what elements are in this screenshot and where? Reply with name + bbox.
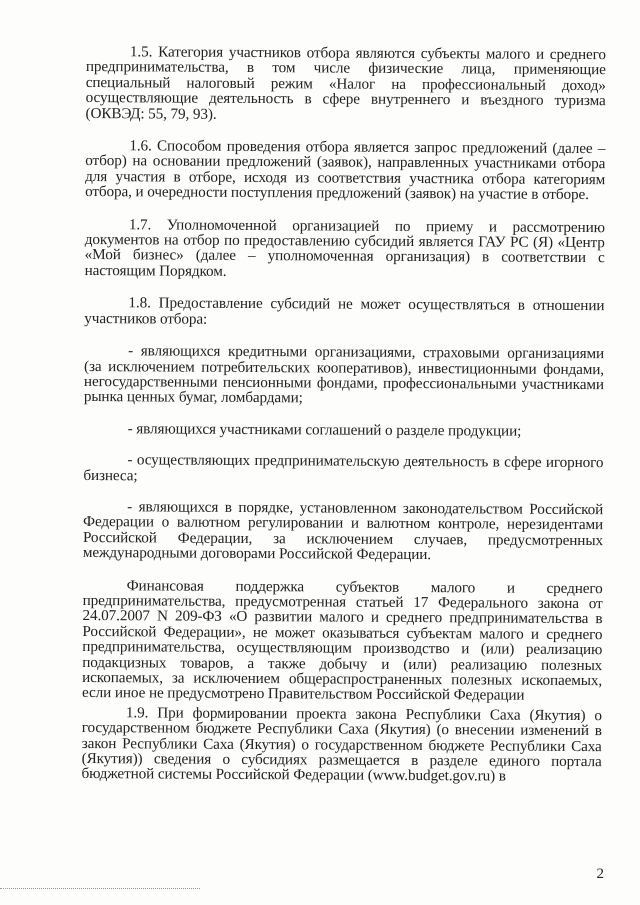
paragraph-1-7: 1.7. Уполномоченной организацией по приему и рассмотрению документов на отбор по предоставлению субсидий является ГАУ РС (Я) «Центр «Мой бизнес» (далее – уполномоченная организация) в соответствии с настоящим Порядком. xyxy=(84,215,605,280)
page-number: 2 xyxy=(596,866,604,882)
list-item-gambling: - осуществляющих предпринимательскую деятельность в сфере игорного бизнеса; xyxy=(83,451,604,484)
list-item-nonresidents: - являющихся в порядке, установленном законодательством Российской Федерации о валютном регулировании и валютном контроле, нерезидентами Российской Федерации, за исключением случаев, предусмотренных международными договорами Российской Федерации. xyxy=(82,498,604,564)
paragraph-1-5: 1.5. Категория участников отбора являются субъекты малого и среднего предпринимательства, в том числе физические лица, применяющие специальный налоговый режим «Налог на профессиональный доход» осуществляющие деятельность в сфере внутреннего и въездного туризма (ОКВЭД: 55, 79, 93). xyxy=(85,43,606,123)
paragraph-1-8: 1.8. Предоставление субсидий не может осуществляться в отношении участников отбора: xyxy=(84,294,605,328)
document-body xyxy=(81,44,606,802)
list-item-credit-organizations: - являющихся кредитными организациями, страховыми организациями (за исключением потребительских кооперативов), инвестиционными фондами, негосударственными пенсионными фондами, профессиональными участниками рынка ценных бумаг, ломбардами; xyxy=(83,342,605,407)
list-item-production-sharing: - являющихся участниками соглашений о разделе продукции; xyxy=(127,419,522,440)
footer-divider xyxy=(0,888,200,889)
paragraph-financial-support: Финансовая поддержка субъектов малого и среднего предпринимательства, предусмотренная статьей 17 Федерального закона от 24.07.2007 N 209-ФЗ «О развитии малого и среднего предпринимательства в Российской Федерации», не может оказываться субъектам малого и среднего предпринимательства, осуществляющим производство и (или) реализацию подакцизных товаров, а также добычу и (или) реализацию полезных ископаемых, за исключением общераспространенных полезных ископаемых, если иное не предусмотрено Правительством Российской Федерации xyxy=(81,576,603,705)
paragraph-1-9: 1.9. При формировании проекта закона Республики Саха (Якутия) о государственном бюджете Республики Саха (Якутия) (о внесении изменений в закон Республики Саха (Якутия) о государственном бюджете Республики Саха (Якутия)) сведения о субсидиях размещается в разделе единого портала бюджетной системы Российской Федерации (www.budget.gov.ru) в xyxy=(81,704,602,786)
paragraph-1-6: 1.6. Способом проведения отбора является запрос предложений (далее – отбор) на основании предложений (заявок), направленных участниками отбора для участия в отборе, исходя из соответствия участника отбора категориям отбора, и очередности поступления предложений (заявок) на участие в отборе. xyxy=(85,137,606,204)
